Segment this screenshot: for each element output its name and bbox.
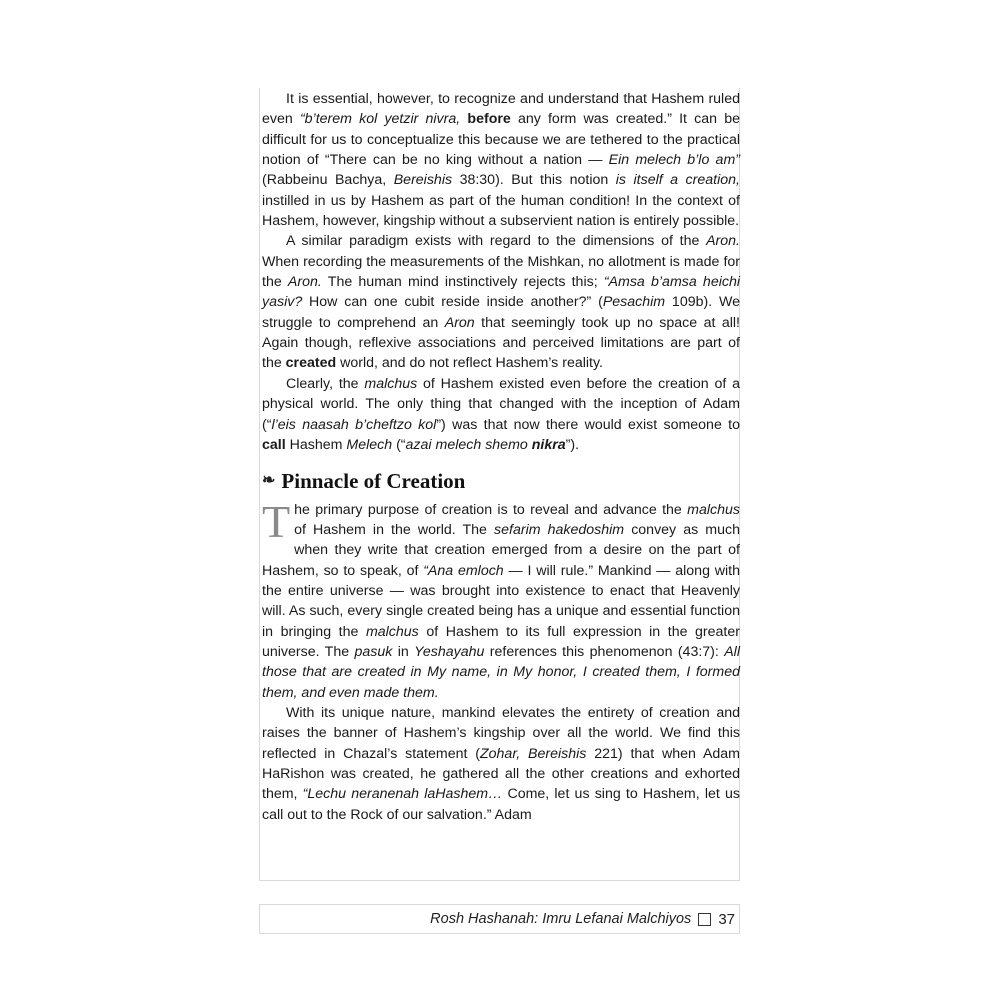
paragraph-with-dropcap [262, 495, 740, 703]
text-run: ”). [565, 436, 580, 453]
text-run: “b’terem kol yetzir nivra, [299, 111, 461, 128]
text-run: Yeshayahu [414, 643, 485, 660]
paragraph-body [262, 495, 740, 701]
text-run: The human mind instinctively rejects this; [321, 274, 604, 291]
page-number: 37 [718, 910, 735, 928]
text-run: Bereishis [393, 172, 453, 189]
text-run: in [392, 643, 415, 660]
text-run: Aron. [287, 274, 322, 291]
text-run: references this phenomenon (43:7): [484, 643, 725, 660]
text-run: world, and do not reflect Hashem’s reality. [336, 355, 603, 372]
paragraph [262, 703, 740, 825]
section-heading [262, 469, 740, 494]
text-run: When recording the measurements of the Mishkan, no allotment is made for the [262, 253, 740, 291]
text-run: he primary purpose of creation is to reveal and advance the [294, 501, 688, 518]
text-run: malchus [365, 623, 419, 640]
running-head: Rosh Hashanah: Imru Lefanai Malchiyos [430, 911, 692, 927]
text-run: “Lechu neranenah laHashem… [302, 786, 503, 803]
text-run: of Hashem to its full expression in the greater universe. The [262, 623, 740, 660]
paragraph [262, 89, 740, 231]
text-run: created [285, 355, 337, 372]
text-run: “Ana emloch [423, 562, 504, 579]
text-run: (Rabbeinu Bachya, [262, 172, 394, 189]
text-run: of Hashem existed even before the creation of a physical world. The only thing that changed with the inception of Adam (“ [262, 375, 740, 433]
text-run: Pesachim [602, 294, 666, 311]
text-run: l’eis naasah b’cheftzo kol [271, 416, 437, 433]
paragraph [262, 231, 740, 373]
body-text [262, 89, 740, 825]
fleuron-icon: ❧ [262, 472, 276, 490]
text-run: Melech [346, 436, 393, 453]
square-icon [698, 913, 711, 926]
text-run: Hashem [285, 436, 347, 453]
text-run: pasuk [354, 643, 393, 660]
text-run: 38:30). But this notion [452, 172, 616, 189]
page-footer [259, 904, 740, 934]
section-title: Pinnacle of Creation [281, 469, 466, 494]
text-run: azai melech shemo [405, 436, 528, 453]
text-run: is itself a creation, [615, 172, 740, 189]
text-run: that seemingly took up no space at all! Again though, reflexive associations and perceived limitations are part of the [262, 314, 740, 372]
text-run: Zohar, Bereishis [479, 745, 587, 762]
text-run: Aron. [706, 233, 740, 250]
text-run: Clearly, the [286, 375, 365, 392]
text-run: Come, let us sing to Hashem, let us call out to the Rock of our salvation.” Adam [262, 786, 740, 823]
text-run: How can one cubit reside inside another?” ( [302, 294, 603, 311]
drop-cap: T [262, 495, 291, 547]
text-run: before [467, 111, 511, 128]
text-run: “Amsa b’amsa heichi yasiv? [262, 274, 740, 311]
text-run: With its unique nature, mankind elevates the entirety of creation and raises the banner of Hashem’s kingship over all the world. We find this reflected in Chazal’s statement ( [262, 704, 740, 762]
text-run: nikra [531, 436, 566, 453]
text-run: Aron [444, 314, 475, 331]
text-run: convey as much when they write that creation emerged from a desire on the part of Hashem, so to speak, of [262, 521, 740, 579]
text-run: Ein melech b’lo am” [608, 152, 740, 169]
text-run: 109b). We struggle to comprehend an [262, 294, 740, 331]
text-run: — I will rule.” Mankind — along with the entire universe — was brought into existence to enact that Heavenly will. As such, every single created being has a unique and essential function in bringing the [262, 562, 740, 640]
text-run: A similar paradigm exists with regard to the dimensions of the [286, 233, 707, 250]
paragraph [262, 374, 740, 455]
text-run: malchus [687, 501, 740, 518]
text-run: All those that are created in My name, in My honor, I created them, I formed them, and even made them. [262, 643, 740, 701]
text-run: ”) was that now there would exist someone to [436, 416, 740, 433]
text-run: sefarim hakedoshim [494, 521, 625, 538]
text-run: malchus [364, 375, 418, 392]
text-run: any form was created.” It can be difficult for us to conceptualize this because we are tethered to the practical notion of “There can be no king without a nation — [262, 111, 740, 169]
text-run: 221) that when Adam HaRishon was created, he gathered all the other creations and exhorted them, [262, 745, 741, 803]
text-run: It is essential, however, to recognize and understand that Hashem ruled even [262, 91, 740, 128]
text-run: of Hashem in the world. The [294, 521, 495, 538]
text-run: instilled in us by Hashem as part of the human condition! In the context of Hashem, however, kingship without a subservient nation is entirely possible. [262, 192, 740, 230]
text-run: (“ [392, 436, 406, 453]
text-run: call [262, 436, 286, 453]
